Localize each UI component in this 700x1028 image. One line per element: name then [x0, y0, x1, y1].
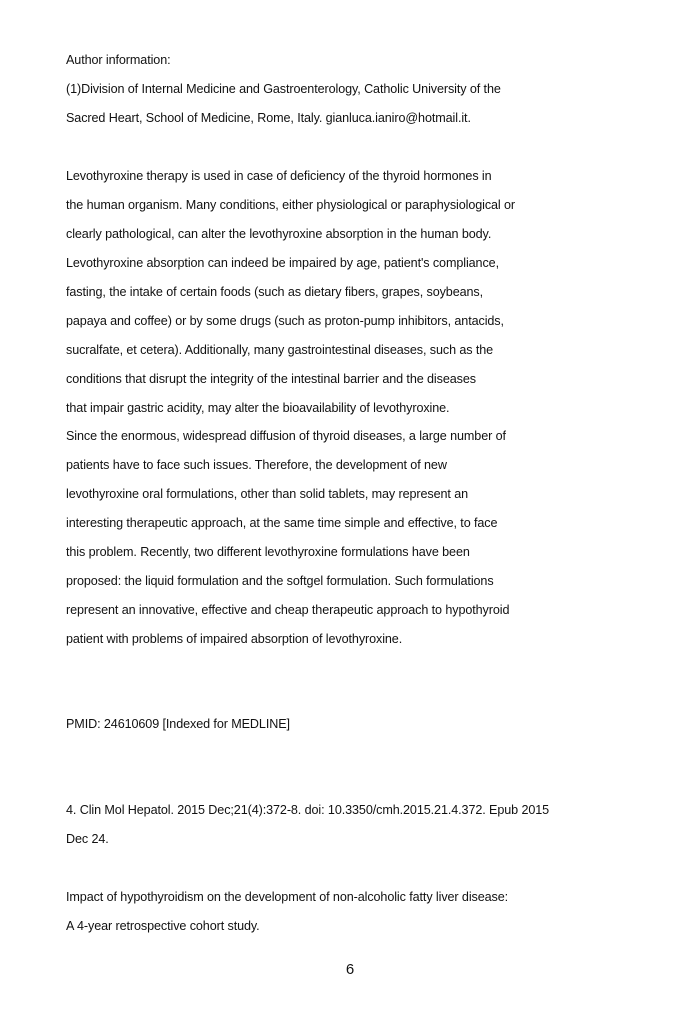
- abstract-line: this problem. Recently, two different levothyroxine formulations have been: [66, 545, 470, 559]
- author-affiliation-line: Sacred Heart, School of Medicine, Rome, Italy. gianluca.ianiro@hotmail.it.: [66, 111, 471, 125]
- abstract-line: the human organism. Many conditions, either physiological or paraphysiological or: [66, 198, 516, 212]
- pmid: PMID: 24610609 [Indexed for MEDLINE]: [66, 717, 290, 731]
- abstract-line: papaya and coffee) or by some drugs (such as proton-pump inhibitors, antacids,: [66, 314, 504, 328]
- citation-line: 4. Clin Mol Hepatol. 2015 Dec;21(4):372-8. doi: 10.3350/cmh.2015.21.4.372. Epub 2015: [66, 803, 550, 817]
- article-title-line: A 4-year retrospective cohort study.: [66, 919, 260, 933]
- abstract-line: Since the enormous, widespread diffusion of thyroid diseases, a large number of: [66, 429, 506, 443]
- abstract-line: Levothyroxine absorption can indeed be impaired by age, patient's compliance,: [66, 256, 499, 270]
- abstract-line: proposed: the liquid formulation and the softgel formulation. Such formulations: [66, 574, 494, 588]
- author-affiliation-line: (1)Division of Internal Medicine and Gastroenterology, Catholic University of the: [66, 82, 501, 96]
- abstract-line: sucralfate, et cetera). Additionally, many gastrointestinal diseases, such as the: [66, 343, 494, 357]
- author-info-heading: Author information:: [66, 53, 171, 67]
- abstract-line: conditions that disrupt the integrity of the intestinal barrier and the diseases: [66, 372, 476, 386]
- abstract-line: fasting, the intake of certain foods (such as dietary fibers, grapes, soybeans,: [66, 285, 484, 299]
- abstract-line: Levothyroxine therapy is used in case of deficiency of the thyroid hormones in: [66, 169, 492, 183]
- abstract-line: levothyroxine oral formulations, other than solid tablets, may represent an: [66, 487, 469, 501]
- abstract-line: patients have to face such issues. Therefore, the development of new: [66, 458, 447, 472]
- abstract-line: interesting therapeutic approach, at the same time simple and effective, to face: [66, 516, 498, 530]
- article-title-line: Impact of hypothyroidism on the development of non-alcoholic fatty liver disease:: [66, 890, 509, 904]
- citation-line: Dec 24.: [66, 832, 109, 846]
- page-number: 6: [345, 961, 355, 978]
- abstract-line: that impair gastric acidity, may alter the bioavailability of levothyroxine.: [66, 401, 450, 415]
- abstract-line: represent an innovative, effective and cheap therapeutic approach to hypothyroid: [66, 603, 510, 617]
- abstract-line: patient with problems of impaired absorption of levothyroxine.: [66, 632, 403, 646]
- abstract-line: clearly pathological, can alter the levothyroxine absorption in the human body.: [66, 227, 492, 241]
